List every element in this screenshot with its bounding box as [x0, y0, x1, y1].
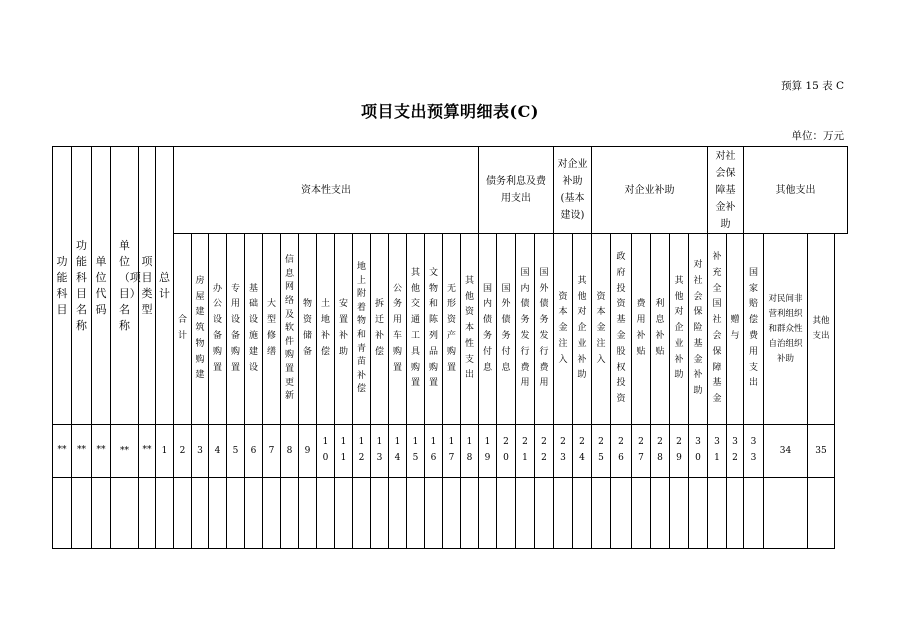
- code-cell: **: [53, 425, 72, 478]
- subheader: 物资储备: [299, 234, 317, 425]
- number-cell: 28: [651, 425, 670, 478]
- subheader: 其他支出: [808, 234, 835, 425]
- code-cell: **: [92, 425, 111, 478]
- subheader: 对民间非营利组织和群众性自治组织补助: [764, 234, 808, 425]
- subheader: 国内债务付息: [479, 234, 497, 425]
- number-cell: 24: [573, 425, 592, 478]
- number-cell: 17: [443, 425, 461, 478]
- number-cell: 13: [371, 425, 389, 478]
- number-cell: 34: [764, 425, 808, 478]
- header-unit-name: 单位（项目）名称: [111, 147, 139, 425]
- subheader: 对社会保险基金补助: [689, 234, 708, 425]
- group-debt-interest: 债务利息及费用支出: [479, 147, 554, 234]
- subheader: 国外债务付息: [497, 234, 516, 425]
- number-cell: 16: [425, 425, 443, 478]
- number-cell: 14: [389, 425, 407, 478]
- subheader: 公务用车购置: [389, 234, 407, 425]
- subheader: 大型修缮: [263, 234, 281, 425]
- number-cell: 25: [592, 425, 611, 478]
- number-cell: 22: [535, 425, 554, 478]
- number-cell: 35: [808, 425, 835, 478]
- form-code: 预算 15 表 C: [781, 80, 844, 92]
- number-cell: 9: [299, 425, 317, 478]
- subheader: 合计: [174, 234, 192, 425]
- number-cell: 27: [632, 425, 651, 478]
- subheader: 无形资产购置: [443, 234, 461, 425]
- unit-label: 单位：万元: [791, 130, 844, 142]
- subheader: 拆迁补偿: [371, 234, 389, 425]
- subheader: 利息补贴: [651, 234, 670, 425]
- group-social-security-subsidy: 对社会保障基金补助: [708, 147, 744, 234]
- subheader: 地上附着物和青苗补偿: [353, 234, 371, 425]
- number-cell: 12: [353, 425, 371, 478]
- group-enterprise-subsidy: 对企业补助: [592, 147, 708, 234]
- subheader: 资本金注入: [592, 234, 611, 425]
- subheader: 其他对企业补助: [670, 234, 689, 425]
- number-cell: 30: [689, 425, 708, 478]
- group-other-expenditure: 其他支出: [744, 147, 848, 234]
- subheader: 补充全国社会保障基金: [708, 234, 727, 425]
- subheader: 资本金注入: [554, 234, 573, 425]
- subheader: 国外债务发行费用: [535, 234, 554, 425]
- number-cell: 29: [670, 425, 689, 478]
- subheader: 安置补助: [335, 234, 353, 425]
- number-cell: 10: [317, 425, 335, 478]
- number-cell: 21: [516, 425, 535, 478]
- subheader: 文物和陈列品购置: [425, 234, 443, 425]
- number-cell: 23: [554, 425, 573, 478]
- subheader: 国内债务发行费用: [516, 234, 535, 425]
- subheader: 其他资本性支出: [461, 234, 479, 425]
- code-cell: **: [139, 425, 156, 478]
- header-project-type: 项目类型: [139, 147, 156, 425]
- subheader: 其他对企业补助: [573, 234, 592, 425]
- number-cell: 20: [497, 425, 516, 478]
- number-cell: 19: [479, 425, 497, 478]
- code-cell: **: [72, 425, 92, 478]
- subheader: 办公设备购置: [209, 234, 227, 425]
- number-cell: 4: [209, 425, 227, 478]
- subheader: 其他交通工具购置: [407, 234, 425, 425]
- number-cell: 2: [174, 425, 192, 478]
- subheader: 基础设施建设: [245, 234, 263, 425]
- number-cell: 7: [263, 425, 281, 478]
- group-enterprise-subsidy-capital: 对企业补助(基本建设): [554, 147, 592, 234]
- number-cell: 6: [245, 425, 263, 478]
- header-unit-code: 单位代码: [92, 147, 111, 425]
- group-capital-expenditure: 资本性支出: [174, 147, 479, 234]
- subheader: 房屋建筑物购建: [192, 234, 209, 425]
- number-cell: 1: [156, 425, 174, 478]
- subheader: 专用设备购置: [227, 234, 245, 425]
- code-cell: **: [111, 425, 139, 478]
- header-total: 总计: [156, 147, 174, 425]
- number-cell: 26: [611, 425, 632, 478]
- number-cell: 15: [407, 425, 425, 478]
- number-cell: 18: [461, 425, 479, 478]
- subheader: 赠与: [727, 234, 744, 425]
- number-cell: 11: [335, 425, 353, 478]
- subheader: 国家赔偿费用支出: [744, 234, 764, 425]
- subheader: 土地补偿: [317, 234, 335, 425]
- subheader: 信息网络及软件购置更新: [281, 234, 299, 425]
- number-cell: 32: [727, 425, 744, 478]
- number-cell: 5: [227, 425, 245, 478]
- number-cell: 8: [281, 425, 299, 478]
- number-cell: 3: [192, 425, 209, 478]
- budget-table: [52, 146, 848, 549]
- table-row: [53, 425, 848, 478]
- header-function-code: 功能科目: [53, 147, 72, 425]
- number-cell: 31: [708, 425, 727, 478]
- subheader: 政府投资基金股权投资: [611, 234, 632, 425]
- subheader: 费用补贴: [632, 234, 651, 425]
- empty-row: [53, 478, 848, 549]
- number-cell: 33: [744, 425, 764, 478]
- page-title: 项目支出预算明细表(C): [361, 102, 539, 121]
- header-function-name: 功能科目名称: [72, 147, 92, 425]
